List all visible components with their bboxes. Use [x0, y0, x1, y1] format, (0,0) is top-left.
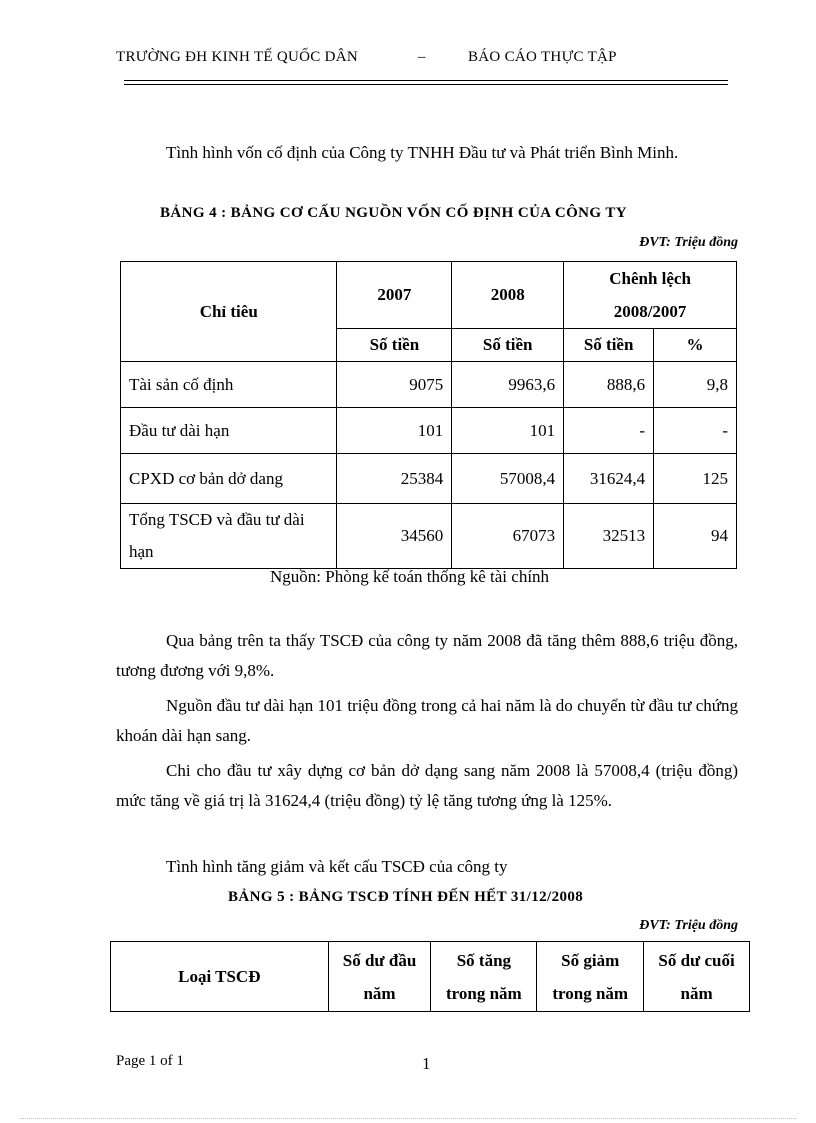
table5-header-tang: [431, 942, 537, 1012]
table5-header-dau-nam-line1: Số dư đầu: [342, 950, 417, 970]
table4: [120, 261, 737, 569]
table5-header-cuoi-nam-line2: năm: [680, 983, 713, 1003]
table4-cell-2007: 34560: [337, 504, 452, 569]
table4-header-2007: 2007: [337, 262, 452, 329]
footer-page-number: 1: [422, 1054, 431, 1073]
header-rule-top: [124, 80, 728, 81]
table4-cell-diff: 31624,4: [564, 454, 654, 504]
analysis-paragraph-3: Chi cho đầu tư xây dựng cơ bản dở dạng sang năm 2008 là 57008,4 (triệu đồng) mức tăng về giá trị là 31624,4 (triệu đồng) tỷ lệ tăng tương ứng là 125%.: [116, 761, 738, 810]
table4-header-chi-tieu: Chỉ tiêu: [121, 262, 337, 362]
table4-cell-2007: 25384: [337, 454, 452, 504]
table4-caption: BẢNG 4 : BẢNG CƠ CẤU NGUỒN VỐN CỐ ĐỊNH CỦA CÔNG TY: [160, 205, 627, 221]
table4-subheader-so-tien-2007: Số tiền: [337, 329, 452, 362]
header-report-title: BÁO CÁO THỰC TẬP: [468, 49, 617, 65]
table4-cell-2008: 57008,4: [452, 454, 564, 504]
table4-cell-label: CPXD cơ bản dở dang: [121, 454, 337, 504]
table4-header-chenh-lech: [564, 262, 737, 329]
table-row: [121, 408, 737, 454]
table4-header-2008: 2008: [452, 262, 564, 329]
footer-page-label: Page 1 of 1: [116, 1053, 184, 1069]
table4-cell-label: Đầu tư dài hạn: [121, 408, 337, 454]
table4-cell-2008: 101: [452, 408, 564, 454]
table-row: [121, 504, 737, 569]
table4-cell-2008: 9963,6: [452, 362, 564, 408]
table4-cell-label: Tổng TSCĐ và đầu tư dài hạn: [121, 504, 337, 569]
header-school: TRƯỜNG ĐH KINH TẾ QUỐC DÂN: [116, 49, 359, 65]
table5-header-giam: [537, 942, 644, 1012]
table4-cell-label: Tài sản cố định: [121, 362, 337, 408]
table4-cell-diff: 888,6: [564, 362, 654, 408]
table4-header-chenh-lech-line2: 2008/2007: [613, 302, 687, 321]
table5-header-giam-line1: Số giảm: [561, 950, 620, 970]
table4-cell-pct: 94: [654, 504, 737, 569]
analysis-paragraph-1: Qua bảng trên ta thấy TSCĐ của công ty năm 2008 đã tăng thêm 888,6 triệu đồng, tương đương với 9,8%.: [116, 631, 738, 680]
header-dash: –: [418, 49, 426, 65]
table4-subheader-percent: %: [654, 329, 737, 362]
table5-header-tang-line1: Số tăng: [456, 950, 512, 970]
table5-unit: ĐVT: Triệu đồng: [639, 918, 738, 933]
analysis-paragraph-2: Nguồn đầu tư dài hạn 101 triệu đồng trong cả hai năm là do chuyển từ đầu tư chứng khoán dài hạn sang.: [116, 696, 738, 745]
table5-header-cuoi-nam: [644, 942, 750, 1012]
table4-cell-pct: 9,8: [654, 362, 737, 408]
table4-subheader-so-tien-diff: Số tiền: [564, 329, 654, 362]
table5: [110, 941, 750, 1012]
section2-intro: Tình hình tăng giảm và kết cấu TSCĐ của công ty: [166, 857, 508, 876]
table4-cell-pct: 125: [654, 454, 737, 504]
table4-subheader-so-tien-2008: Số tiền: [452, 329, 564, 362]
table5-caption: BẢNG 5 : BẢNG TSCĐ TÍNH ĐẾN HẾT 31/12/2008: [228, 889, 584, 905]
table5-header-loai: Loại TSCĐ: [111, 942, 329, 1012]
table5-header-cuoi-nam-line1: Số dư cuối: [658, 950, 735, 970]
table5-header-dau-nam-line2: năm: [363, 983, 396, 1003]
table4-header-chenh-lech-line1: Chênh lệch: [609, 269, 691, 288]
table4-cell-diff: 32513: [564, 504, 654, 569]
table5-header-dau-nam: [328, 942, 431, 1012]
header-rule-bottom: [124, 84, 728, 85]
intro-paragraph: Tình hình vốn cố định của Công ty TNHH Đầu tư và Phát triển Bình Minh.: [166, 143, 679, 162]
table4-source: Nguồn: Phòng kế toán thống kê tài chính: [270, 567, 550, 586]
page-edge-divider: [20, 1118, 796, 1119]
table5-header-tang-line2: trong năm: [446, 983, 522, 1003]
table4-cell-2008: 67073: [452, 504, 564, 569]
table-row: [121, 362, 737, 408]
table4-unit: ĐVT: Triệu đồng: [639, 235, 738, 250]
table4-cell-2007: 101: [337, 408, 452, 454]
table-row: [121, 454, 737, 504]
table4-cell-2007: 9075: [337, 362, 452, 408]
table4-cell-pct: -: [654, 408, 737, 454]
table5-header-giam-line2: trong năm: [552, 983, 629, 1003]
table4-cell-diff: -: [564, 408, 654, 454]
